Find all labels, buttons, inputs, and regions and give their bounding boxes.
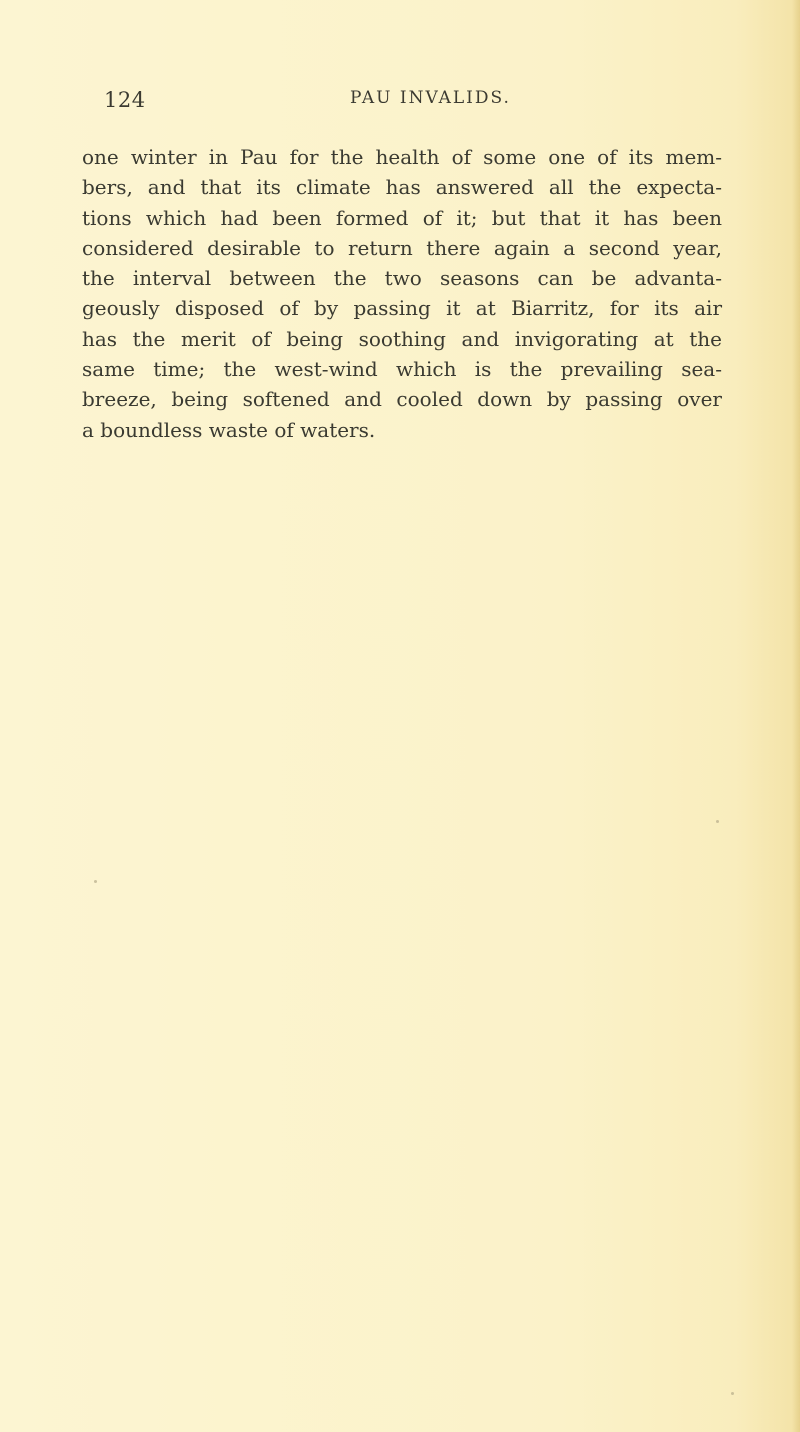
text-line: same time; the west-wind which is the prevailing sea-: [82, 357, 722, 382]
body-paragraph: [82, 142, 722, 445]
page-header: [82, 88, 722, 120]
page-edge: [792, 0, 800, 1432]
paper-speck: [94, 880, 97, 883]
text-line: breeze, being softened and cooled down by passing over: [82, 387, 722, 412]
text-line: has the merit of being soothing and invigorating at the: [82, 326, 722, 351]
text-line: the interval between the two seasons can be advanta-: [82, 266, 722, 291]
text-line: tions which had been formed of it; but that it has been: [82, 205, 722, 230]
paper-speck: [716, 820, 719, 823]
text-line-last: a boundless waste of waters.: [82, 417, 376, 442]
running-head: PAU INVALIDS.: [350, 88, 511, 108]
page-number: 124: [104, 88, 146, 112]
text-line: bers, and that its climate has answered all the expecta-: [82, 175, 722, 200]
paper-speck: [731, 1392, 734, 1395]
text-line: geously disposed of by passing it at Biarritz, for its air: [82, 296, 722, 321]
text-line: one winter in Pau for the health of some one of its mem-: [82, 145, 722, 169]
text-line: considered desirable to return there again a second year,: [82, 235, 722, 260]
